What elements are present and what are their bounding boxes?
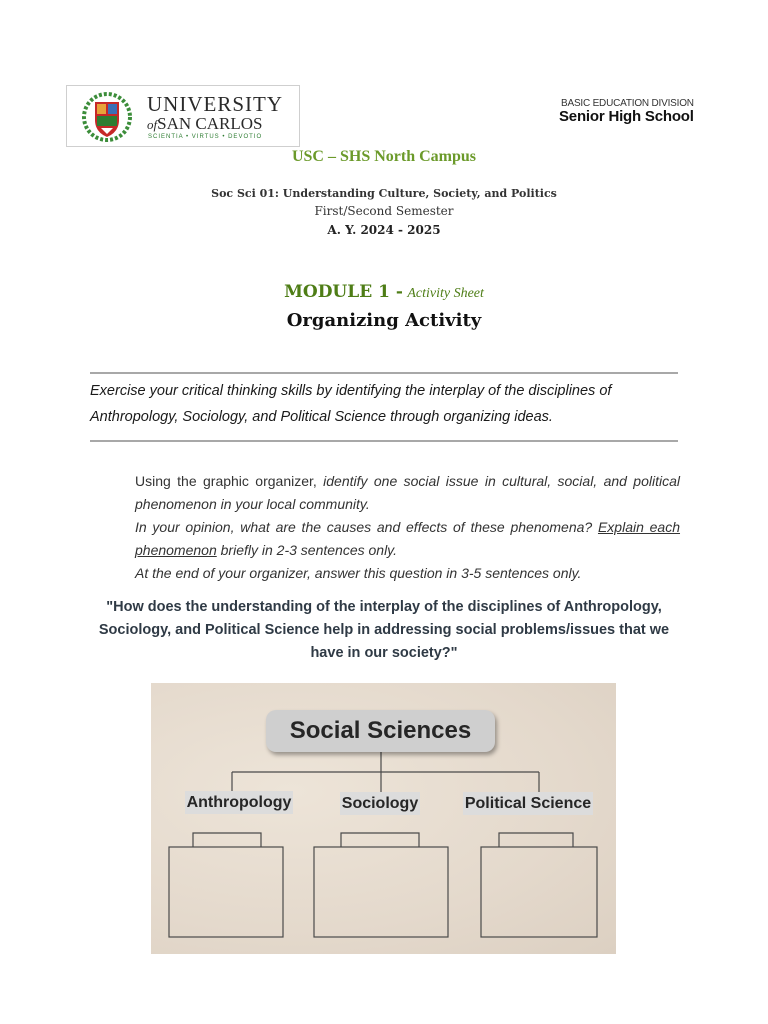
logo-motto: SCIENTIA • VIRTUS • DEVOTIO: [148, 134, 263, 140]
module-heading: [0, 282, 768, 302]
semester: First/Second Semester: [314, 204, 454, 218]
activity-title: Organizing Activity: [286, 310, 482, 331]
organizer-title: Social Sciences: [266, 710, 495, 752]
organizer-branch-sociology: Sociology: [336, 795, 424, 813]
university-crest-icon: [81, 90, 133, 142]
intro-text: Exercise your critical thinking skills by identifying the interplay of the disciplines of Anthropology, Sociology, and Political Science through organizing ideas.: [90, 383, 612, 425]
module-subtitle: Activity Sheet: [407, 286, 484, 301]
division-school: Senior High School: [559, 108, 694, 125]
academic-year: A. Y. 2024 - 2025: [327, 223, 441, 237]
reflection-question: "How does the understanding of the interplay of the disciplines of Anthropology, Sociology, and Political Science help in addressing social problems/issues that we have in our society?": [98, 599, 670, 661]
module-title: MODULE 1 -: [284, 282, 403, 302]
organizer-branch-political-science: Political Science: [457, 795, 599, 813]
instruction-1: Using the graphic organizer, identify one social issue in cultural, social, and political phenomenon in your local community.: [135, 473, 680, 512]
logo-university-text: UNIVERSITY: [147, 92, 283, 116]
graphic-organizer: [151, 683, 616, 954]
campus-title: USC – SHS North Campus: [291, 148, 477, 165]
division-label: BASIC EDUCATION DIVISION: [561, 98, 694, 109]
instruction-3: At the end of your organizer, answer this question in 3-5 sentences only.: [135, 565, 582, 581]
instructions: [135, 470, 680, 585]
divider-top: [90, 372, 678, 374]
course-title: Soc Sci 01: Understanding Culture, Society, and Politics: [211, 187, 557, 200]
university-logo: [66, 85, 300, 147]
logo-san-carlos-text: ofSAN CARLOS: [147, 114, 263, 133]
instruction-2: In your opinion, what are the causes and effects of these phenomena? Explain each phenomenon briefly in 2-3 sentences only.: [135, 519, 681, 558]
organizer-branch-anthropology: Anthropology: [175, 794, 303, 812]
divider-bottom: [90, 440, 678, 442]
